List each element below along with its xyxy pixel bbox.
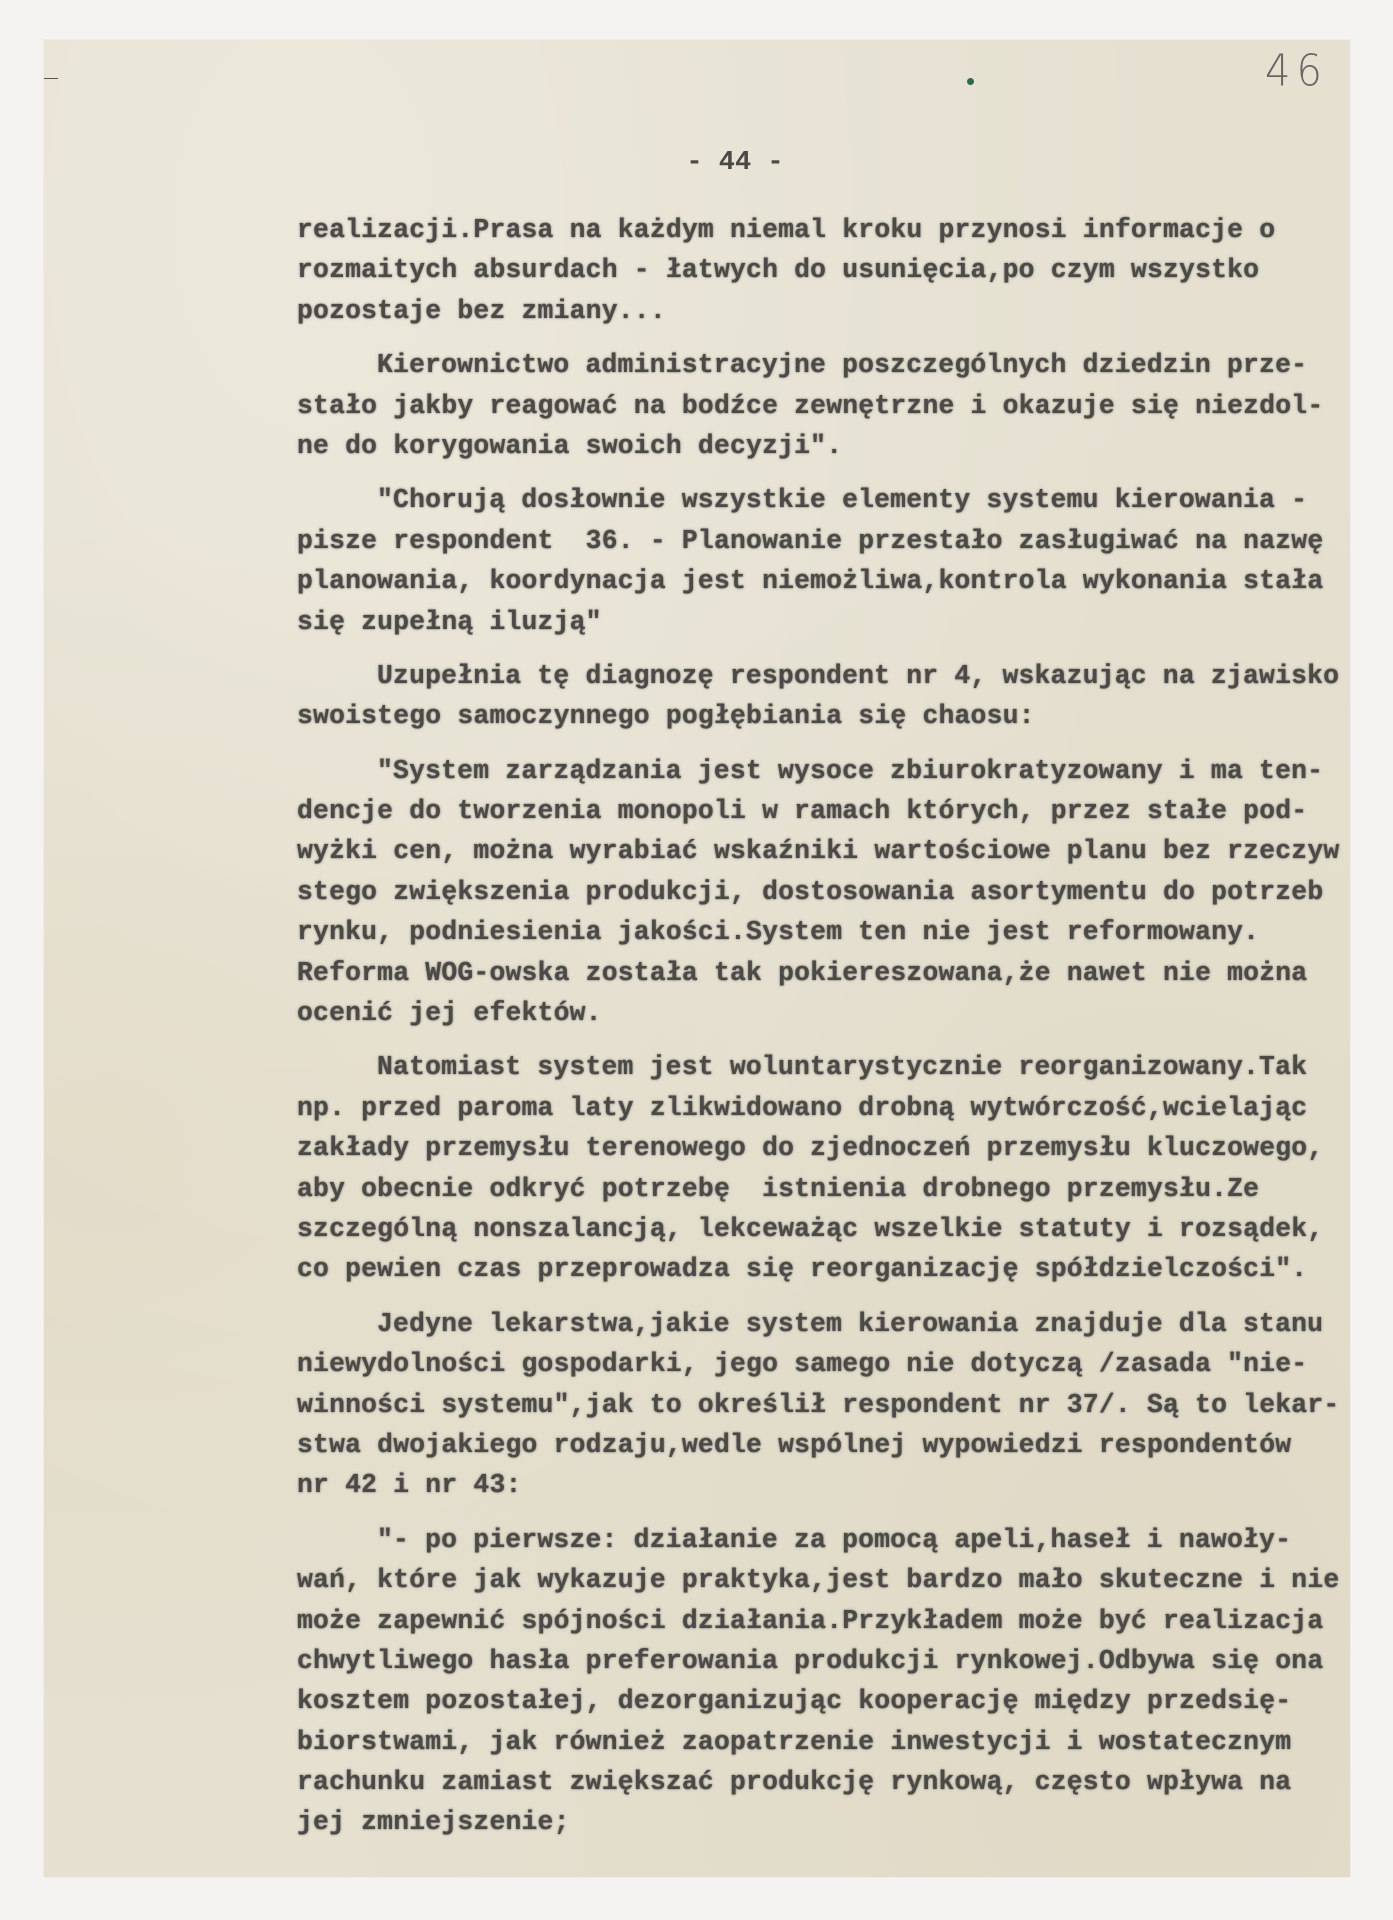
text-line: niewydolności gospodarki, jego samego nie dotyczą /zasada "nie-	[297, 1349, 1308, 1380]
paragraph	[297, 751, 1357, 1034]
text-line: Kierownictwo administracyjne poszczególnych dziedzin prze-	[377, 350, 1308, 381]
text-line: planowania, koordynacja jest niemożliwa,kontrola wykonania stała	[297, 566, 1324, 597]
text-line: Natomiast system jest woluntarystycznie reorganizowany.Tak	[377, 1052, 1308, 1083]
text-line: ne do korygowania swoich decyzji".	[297, 430, 843, 461]
text-line: zakłady przemysłu terenowego do zjednoczeń przemysłu kluczowego,	[297, 1133, 1324, 1164]
text-line: jej zmniejszenie;	[297, 1807, 570, 1838]
text-line: nr 42 i nr 43:	[297, 1470, 522, 1501]
text-line: dencje do tworzenia monopoli w ramach których, przez stałe pod-	[297, 796, 1308, 827]
text-line: wyżki cen, można wyrabiać wskaźniki wartościowe planu bez rzeczyw	[297, 836, 1340, 867]
paragraph	[297, 1520, 1357, 1843]
text-line: rynku, podniesienia jakości.System ten nie jest reformowany.	[297, 917, 1260, 948]
text-line: co pewien czas przeprowadza się reorganizację spółdzielczości".	[297, 1254, 1308, 1285]
text-line: pisze respondent 36. - Planowanie przestało zasługiwać na nazwę	[297, 525, 1324, 556]
text-line: się zupełną iluzją"	[297, 606, 602, 637]
ink-dot	[967, 78, 974, 85]
text-line: winności systemu",jak to określił respondent nr 37/. Są to lekar-	[297, 1389, 1340, 1420]
text-line: stało jakby reagować na bodźce zewnętrzne i okazuje się niezdol-	[297, 390, 1324, 421]
text-line: Jedyne lekarstwa,jakie system kierowania znajduje dla stanu	[377, 1308, 1324, 1339]
paragraph	[297, 1304, 1357, 1506]
paragraph	[297, 480, 1357, 642]
text-line: "System zarządzania jest wysoce zbiurokratyzowany i ma ten-	[377, 755, 1324, 786]
text-line: może zapewnić spójności działania.Przykładem może być realizacja	[297, 1605, 1324, 1636]
text-line: rachunku zamiast zwiększać produkcję rynkową, często wpływa na	[297, 1767, 1292, 1798]
edge-mark	[44, 78, 58, 79]
paragraph	[297, 656, 1357, 737]
text-line: ocenić jej efektów.	[297, 998, 602, 1029]
paragraph	[297, 345, 1357, 466]
paragraph	[297, 210, 1357, 331]
text-line: Uzupełnia tę diagnozę respondent nr 4, wskazując na zjawisko	[377, 660, 1340, 691]
text-line: stego zwiększenia produkcji, dostosowania asortymentu do potrzeb	[297, 876, 1324, 907]
text-line: pozostaje bez zmiany...	[297, 295, 666, 326]
paragraph	[297, 1047, 1357, 1289]
text-line: realizacji.Prasa na każdym niemal kroku przynosi informacje o	[297, 215, 1276, 245]
text-line: "Chorują dosłownie wszystkie elementy systemu kierowania -	[377, 485, 1308, 516]
handwritten-archive-number: 46	[1265, 45, 1328, 97]
page-number: - 44 -	[686, 148, 784, 178]
text-line: np. przed paroma laty zlikwidowano drobną wytwórczość,wcielając	[297, 1092, 1308, 1123]
text-line: wań, które jak wykazuje praktyka,jest bardzo mało skuteczne i nie	[297, 1565, 1340, 1596]
text-line: aby obecnie odkryć potrzebę istnienia drobnego przemysłu.Ze	[297, 1173, 1260, 1204]
text-line: biorstwami, jak również zaopatrzenie inwestycji i wostatecznym	[297, 1726, 1292, 1757]
text-line: stwa dwojakiego rodzaju,wedle wspólnej wypowiedzi respondentów	[297, 1429, 1292, 1460]
text-line: szczególną nonszalancją, lekceważąc wszelkie statuty i rozsądek,	[297, 1213, 1324, 1244]
text-line: Reforma WOG-owska została tak pokiereszowana,że nawet nie można	[297, 957, 1308, 988]
text-line: rozmaitych absurdach - łatwych do usunięcia,po czym wszystko	[297, 255, 1260, 286]
text-line: "- po pierwsze: działanie za pomocą apeli,haseł i nawoły-	[377, 1524, 1292, 1555]
text-line: chwytliwego hasła preferowania produkcji rynkowej.Odbywa się ona	[297, 1645, 1324, 1676]
text-line: kosztem pozostałej, dezorganizując kooperację między przedsię-	[297, 1686, 1292, 1717]
text-line: swoistego samoczynnego pogłębiania się chaosu:	[297, 701, 1035, 732]
document-body	[297, 210, 1357, 1857]
